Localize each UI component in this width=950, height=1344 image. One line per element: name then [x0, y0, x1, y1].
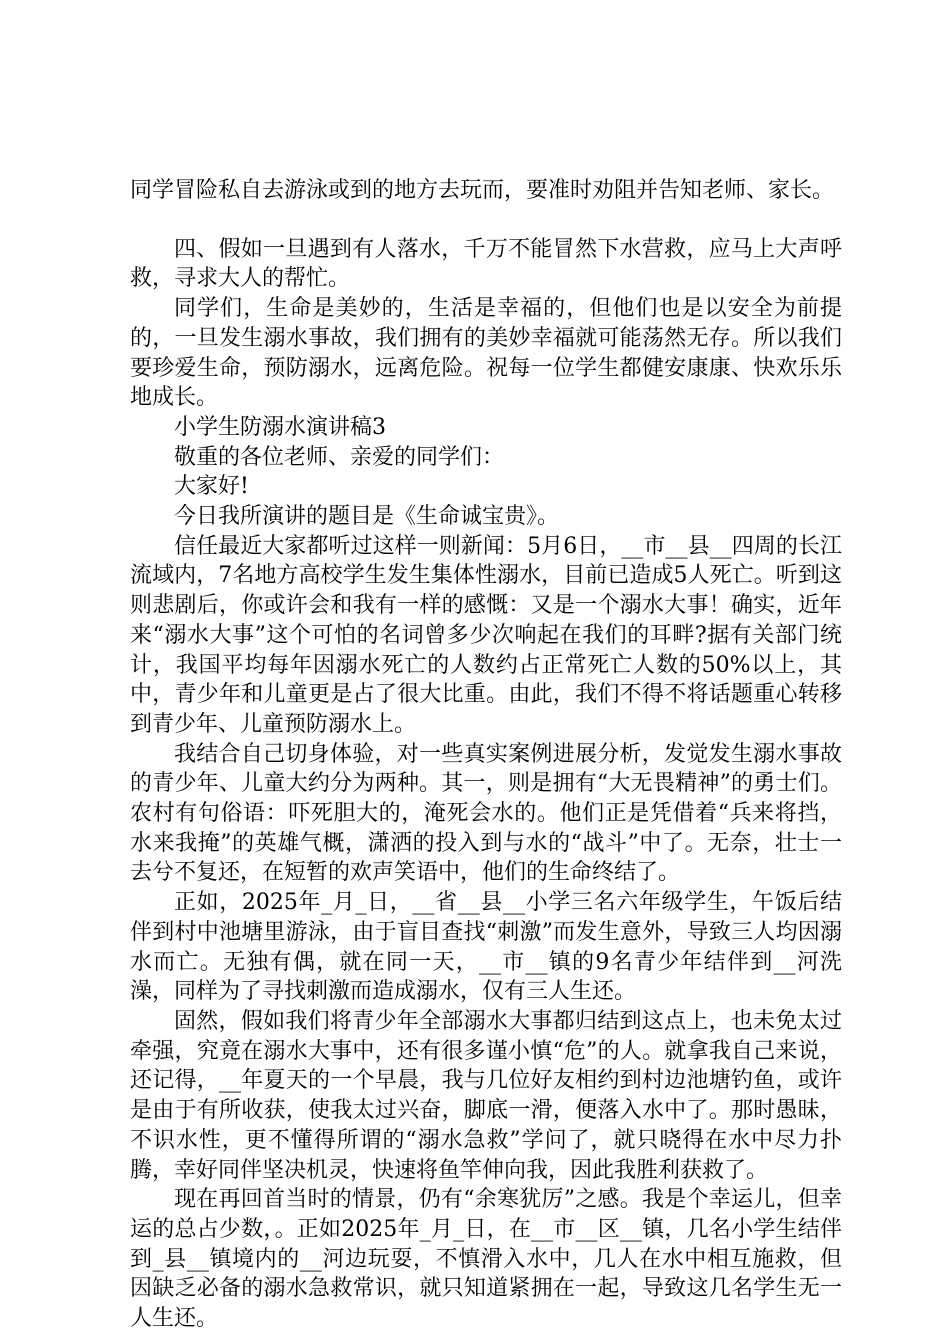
salutation: 敬重的各位老师、亲爱的同学们： — [174, 444, 505, 470]
paragraph-personal-story: 固然，假如我们将青少年全部溺水大事都归结到这点上，也未免太过牵强，究竟在溺水大事中，还有很多谨小慎“危”的人。就拿我自己来说，还记得，__年夏天的一个早晨，我与几位好友相约到村边池塘钓鱼，或许是由于有所收获，使我太过兴奋，脚底一滑，便落入水中了。那时愚昧，不识水性，更不懂得所谓的“溺水急救”学问了，就只晓得在水中尽力扑腾，幸好同伴坚决机灵，快速将鱼竿伸向我，因此我胜利获救了。 — [130, 1008, 842, 1183]
paragraph-analysis: 我结合自己切身体验，对一些真实案例进展分析，发觉发生溺水事故的青少年、儿童大约分为两种。其一，则是拥有“大无畏精神”的勇士们。农村有句俗语：吓死胆大的，淹死会水的。他们正是凭借着“兵来将挡，水来我掩”的英雄气概，潇洒的投入到与水的“战斗”中了。无奈，壮士一去兮不复还，在短暂的欢声笑语中，他们的生命终结了。 — [130, 741, 842, 886]
speech-topic: 今日我所演讲的题目是《生命诚宝贵》。 — [174, 504, 560, 530]
paragraph-reflection: 现在再回首当时的情景，仍有“余寒犹厉”之感。我是个幸运儿，但幸运的总占少数，。正如2025年_月_日，在__市__区__镇，几名小学生结伴到_县__镇境内的__河边玩耍，不慎滑入水中，几人在水中相互施救，但因缺乏必备的溺水急救常识，就只知道紧拥在一起，导致这几名学生无一人生还。 — [130, 1187, 842, 1332]
paragraph-continuation: 同学冒险私自去游泳或到的地方去玩而，要准时劝阻并告知老师、家长。 — [130, 178, 835, 203]
paragraph-example: 正如，2025年_月_日，__省__县__小学三名六年级学生，午饭后结伴到村中池塘里游泳，由于盲目查找“刺激”而发生意外，导致三人均因溺水而亡。无独有偶，就在同一天，__市__镇的9名青少年结伴到__河洗澡，同样为了寻找刺激而造成溺水，仅有三人生还。 — [130, 890, 842, 1005]
paragraph-news: 信任最近大家都听过这样一则新闻：5月6日，__市__县__四周的长江流域内，7名地方高校学生发生集体性溺水，目前已造成5人死亡。听到这则悲剧后，你或许会和我有一样的感慨：又是一个溺水大事！确实，近年来“溺水大事”这个可怕的名词曾多少次响起在我们的耳畔?据有关部门统计，我国平均每年因溺水死亡的人数约占正常死亡人数的50%以上，其中，青少年和儿童更是占了很大比重。由此，我们不得不将话题重心转移到青少年、儿童预防溺水上。 — [130, 533, 842, 737]
document-body — [130, 176, 842, 1334]
section-title: 小学生防溺水演讲稿3 — [174, 414, 386, 440]
paragraph-rescue-advice: 四、假如一旦遇到有人落水，千万不能冒然下水营救，应马上大声呼救，寻求大人的帮忙。 — [130, 236, 842, 292]
greeting: 大家好! — [174, 474, 249, 500]
paragraph-cherish-life: 同学们，生命是美妙的，生活是幸福的，但他们也是以安全为前提的，一旦发生溺水事故，我们拥有的美妙幸福就可能荡然无存。所以我们要珍爱生命，预防溺水，远离危险。祝每一位学生都健安康康、快欢乐乐地成长。 — [130, 296, 842, 411]
